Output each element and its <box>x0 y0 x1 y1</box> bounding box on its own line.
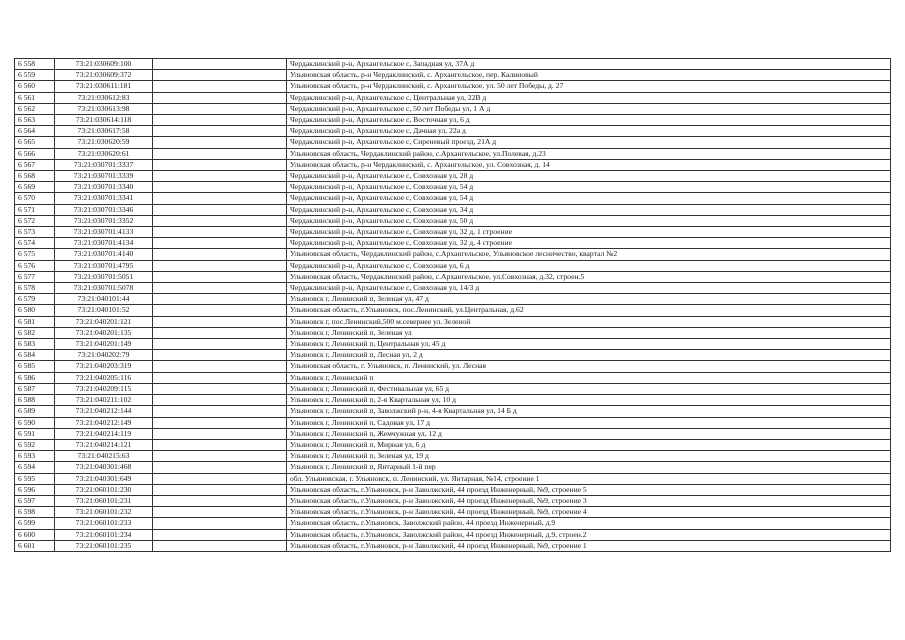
table-row <box>15 507 891 518</box>
address-cell: Чердаклинский р-н, Архангельское с, Западная ул, 37А д <box>287 59 891 70</box>
empty-cell <box>153 439 287 450</box>
table-row <box>15 350 891 361</box>
address-cell: Чердаклинский р-н, Архангельское с, Совхозная ул, 54 д <box>287 182 891 193</box>
registry-table <box>14 58 891 552</box>
table-row <box>15 327 891 338</box>
empty-cell <box>153 540 287 551</box>
cadastral-number-cell: 73:21:030701:3352 <box>55 215 153 226</box>
cadastral-number-cell: 73:21:030612:83 <box>55 92 153 103</box>
table-row <box>15 92 891 103</box>
cadastral-number-cell: 73:21:040101:44 <box>55 294 153 305</box>
row-number-cell: 6 589 <box>15 406 55 417</box>
empty-cell <box>153 372 287 383</box>
cadastral-number-cell: 73:21:040215:63 <box>55 451 153 462</box>
row-number-cell: 6 577 <box>15 271 55 282</box>
cadastral-number-cell: 73:21:030701:3340 <box>55 182 153 193</box>
empty-cell <box>153 417 287 428</box>
row-number-cell: 6 560 <box>15 81 55 92</box>
cadastral-number-cell: 73:21:060101:230 <box>55 484 153 495</box>
table-row <box>15 271 891 282</box>
table-row <box>15 383 891 394</box>
registry-sheet <box>14 58 890 552</box>
row-number-cell: 6 559 <box>15 70 55 81</box>
row-number-cell: 6 566 <box>15 148 55 159</box>
address-cell: Ульяновск г, Ленинский п, Жемчужная ул, 12 д <box>287 428 891 439</box>
table-row <box>15 439 891 450</box>
address-cell: Чердаклинский р-н, Архангельское с, Восточная ул, 6 д <box>287 115 891 126</box>
cadastral-number-cell: 73:21:040205:116 <box>55 372 153 383</box>
address-cell: Чердаклинский р-н, Архангельское с, Совхозная ул, 50 д <box>287 215 891 226</box>
row-number-cell: 6 569 <box>15 182 55 193</box>
row-number-cell: 6 568 <box>15 171 55 182</box>
row-number-cell: 6 564 <box>15 126 55 137</box>
empty-cell <box>153 294 287 305</box>
address-cell: Ульяновск г, Ленинский п, Зеленая ул, 19 д <box>287 451 891 462</box>
cadastral-number-cell: 73:21:040214:119 <box>55 428 153 439</box>
table-row <box>15 473 891 484</box>
cadastral-number-cell: 73:21:030701:3337 <box>55 159 153 170</box>
address-cell: Чердаклинский р-н, Архангельское с, 50 лет Победы ул, 1 А д <box>287 103 891 114</box>
address-cell: Чердаклинский р-н, Архангельское с, Центральная ул, 22В д <box>287 92 891 103</box>
cadastral-number-cell: 73:21:060101:232 <box>55 507 153 518</box>
table-row <box>15 182 891 193</box>
empty-cell <box>153 227 287 238</box>
table-row <box>15 227 891 238</box>
empty-cell <box>153 451 287 462</box>
address-cell: Ульяновск г, Ленинский п, Центральная ул, 45 д <box>287 339 891 350</box>
row-number-cell: 6 596 <box>15 484 55 495</box>
empty-cell <box>153 148 287 159</box>
row-number-cell: 6 594 <box>15 462 55 473</box>
cadastral-number-cell: 73:21:030701:3346 <box>55 204 153 215</box>
row-number-cell: 6 587 <box>15 383 55 394</box>
address-cell: Ульяновская область, г.Ульяновск, р-н Заволжский, 44 проезд Инженерный, №9, строение 1 <box>287 540 891 551</box>
cadastral-number-cell: 73:21:040201:135 <box>55 327 153 338</box>
address-cell: Ульяновская область, г.Ульяновск, Заволжский район, 44 проезд Инженерный, д.9, строен.2 <box>287 529 891 540</box>
row-number-cell: 6 592 <box>15 439 55 450</box>
table-row <box>15 148 891 159</box>
empty-cell <box>153 428 287 439</box>
address-cell: Ульяновск г, Ленинский п, Янтарный 1-й пер <box>287 462 891 473</box>
address-cell: Чердаклинский р-н, Архангельское с, Совхозная ул, 32 д, 1 строение <box>287 227 891 238</box>
empty-cell <box>153 260 287 271</box>
cadastral-number-cell: 73:21:030613:98 <box>55 103 153 114</box>
cadastral-number-cell: 73:21:030701:5078 <box>55 283 153 294</box>
row-number-cell: 6 575 <box>15 249 55 260</box>
row-number-cell: 6 590 <box>15 417 55 428</box>
address-cell: Ульяновская область, г.Ульяновск, р-н Заволжский, 44 проезд Инженерный, №9, строение 4 <box>287 507 891 518</box>
cadastral-number-cell: 73:21:030701:3341 <box>55 193 153 204</box>
cadastral-number-cell: 73:21:040211:102 <box>55 395 153 406</box>
address-cell: Ульяновск г, пос.Ленинский,500 м.севернее ул. Зеленой <box>287 316 891 327</box>
address-cell: Ульяновск г, Ленинский п, Мирная ул, 6 д <box>287 439 891 450</box>
row-number-cell: 6 595 <box>15 473 55 484</box>
address-cell: Ульяновская область, г. Ульяновск, п. Ленинский, ул. Лесная <box>287 361 891 372</box>
cadastral-number-cell: 73:21:040101:52 <box>55 305 153 316</box>
table-row <box>15 540 891 551</box>
cadastral-number-cell: 73:21:060101:234 <box>55 529 153 540</box>
empty-cell <box>153 327 287 338</box>
table-row <box>15 204 891 215</box>
table-row <box>15 115 891 126</box>
empty-cell <box>153 271 287 282</box>
empty-cell <box>153 81 287 92</box>
empty-cell <box>153 484 287 495</box>
empty-cell <box>153 473 287 484</box>
table-row <box>15 193 891 204</box>
address-cell: Ульяновская область, р-н Чердаклинский, с. Архангельское, пер. Калиновый <box>287 70 891 81</box>
table-row <box>15 103 891 114</box>
table-row <box>15 339 891 350</box>
row-number-cell: 6 578 <box>15 283 55 294</box>
address-cell: Чердаклинский р-н, Архангельское с, Совхозная ул, 54 д <box>287 193 891 204</box>
empty-cell <box>153 339 287 350</box>
cadastral-number-cell: 73:21:030611:181 <box>55 81 153 92</box>
address-cell: Чердаклинский р-н, Архангельское с, Совхозная ул, 28 д <box>287 171 891 182</box>
row-number-cell: 6 601 <box>15 540 55 551</box>
table-row <box>15 305 891 316</box>
table-row <box>15 529 891 540</box>
row-number-cell: 6 581 <box>15 316 55 327</box>
cadastral-number-cell: 73:21:040202:79 <box>55 350 153 361</box>
table-row <box>15 428 891 439</box>
empty-cell <box>153 305 287 316</box>
empty-cell <box>153 249 287 260</box>
table-row <box>15 70 891 81</box>
row-number-cell: 6 576 <box>15 260 55 271</box>
address-cell: Ульяновск г, Ленинский п <box>287 372 891 383</box>
address-cell: Ульяновск г, Ленинский п, Садовая ул, 17 д <box>287 417 891 428</box>
row-number-cell: 6 586 <box>15 372 55 383</box>
empty-cell <box>153 507 287 518</box>
address-cell: Ульяновская область, Чердаклинский район, с.Архангельское, ул.Полевая, д.23 <box>287 148 891 159</box>
table-row <box>15 361 891 372</box>
cadastral-number-cell: 73:21:040214:121 <box>55 439 153 450</box>
table-row <box>15 484 891 495</box>
empty-cell <box>153 126 287 137</box>
cadastral-number-cell: 73:21:030701:3339 <box>55 171 153 182</box>
address-cell: Ульяновск г, Ленинский п, Зеленая ул <box>287 327 891 338</box>
address-cell: Чердаклинский р-н, Архангельское с, Совхозная ул, 32 д, 4 строение <box>287 238 891 249</box>
table-row <box>15 316 891 327</box>
cadastral-number-cell: 73:21:040301:649 <box>55 473 153 484</box>
table-row <box>15 518 891 529</box>
address-cell: Ульяновск г, Ленинский п, Лесная ул, 2 д <box>287 350 891 361</box>
empty-cell <box>153 350 287 361</box>
cadastral-number-cell: 73:21:030701:4795 <box>55 260 153 271</box>
table-row <box>15 249 891 260</box>
table-row <box>15 171 891 182</box>
address-cell: Ульяновск г, Ленинский п, 2-я Квартальная ул, 10 д <box>287 395 891 406</box>
cadastral-number-cell: 73:21:040201:121 <box>55 316 153 327</box>
empty-cell <box>153 182 287 193</box>
row-number-cell: 6 570 <box>15 193 55 204</box>
row-number-cell: 6 588 <box>15 395 55 406</box>
row-number-cell: 6 574 <box>15 238 55 249</box>
address-cell: Ульяновская область, р-н Чердаклинский, с. Архангельское, ул. Совхозная, д. 14 <box>287 159 891 170</box>
row-number-cell: 6 580 <box>15 305 55 316</box>
table-row <box>15 59 891 70</box>
cadastral-number-cell: 73:21:030620:59 <box>55 137 153 148</box>
row-number-cell: 6 573 <box>15 227 55 238</box>
table-row <box>15 395 891 406</box>
cadastral-number-cell: 73:21:030609:100 <box>55 59 153 70</box>
address-cell: Ульяновск г, Ленинский п, Фестивальная ул, 65 д <box>287 383 891 394</box>
row-number-cell: 6 597 <box>15 495 55 506</box>
row-number-cell: 6 583 <box>15 339 55 350</box>
empty-cell <box>153 59 287 70</box>
address-cell: Ульяновская область, г.Ульяновск, р-н Заволжский, 44 проезд Инженерный, №9, строение 5 <box>287 484 891 495</box>
table-row <box>15 372 891 383</box>
cadastral-number-cell: 73:21:060101:233 <box>55 518 153 529</box>
table-row <box>15 238 891 249</box>
row-number-cell: 6 567 <box>15 159 55 170</box>
empty-cell <box>153 462 287 473</box>
row-number-cell: 6 591 <box>15 428 55 439</box>
address-cell: Чердаклинский р-н, Архангельское с, Сиреневый проезд, 21А д <box>287 137 891 148</box>
row-number-cell: 6 558 <box>15 59 55 70</box>
address-cell: Ульяновская область, р-н Чердаклинский, с. Архангельское, ул. 50 лет Победы, д. 27 <box>287 81 891 92</box>
table-row <box>15 451 891 462</box>
empty-cell <box>153 406 287 417</box>
table-row <box>15 260 891 271</box>
table-row <box>15 294 891 305</box>
empty-cell <box>153 171 287 182</box>
row-number-cell: 6 600 <box>15 529 55 540</box>
table-row <box>15 495 891 506</box>
row-number-cell: 6 585 <box>15 361 55 372</box>
cadastral-number-cell: 73:21:040212:144 <box>55 406 153 417</box>
cadastral-number-cell: 73:21:030609:372 <box>55 70 153 81</box>
address-cell: Ульяновская область, г.Ульяновск, р-н Заволжский, 44 проезд Инженерный, №9, строение 3 <box>287 495 891 506</box>
table-row <box>15 462 891 473</box>
cadastral-number-cell: 73:21:060101:231 <box>55 495 153 506</box>
empty-cell <box>153 316 287 327</box>
row-number-cell: 6 565 <box>15 137 55 148</box>
address-cell: Чердаклинский р-н, Архангельское с, Совхозная ул, 34 д <box>287 204 891 215</box>
table-row <box>15 137 891 148</box>
row-number-cell: 6 584 <box>15 350 55 361</box>
row-number-cell: 6 562 <box>15 103 55 114</box>
cadastral-number-cell: 73:21:030620:61 <box>55 148 153 159</box>
table-row <box>15 126 891 137</box>
empty-cell <box>153 204 287 215</box>
empty-cell <box>153 518 287 529</box>
empty-cell <box>153 383 287 394</box>
empty-cell <box>153 159 287 170</box>
row-number-cell: 6 572 <box>15 215 55 226</box>
empty-cell <box>153 92 287 103</box>
empty-cell <box>153 137 287 148</box>
cadastral-number-cell: 73:21:040203:319 <box>55 361 153 372</box>
cadastral-number-cell: 73:21:040301:468 <box>55 462 153 473</box>
address-cell: Чердаклинский р-н, Архангельское с, Дачная ул, 22а д <box>287 126 891 137</box>
address-cell: обл. Ульяновская, г. Ульяновск, п. Ленинский, ул. Янтарная, №14, строение 1 <box>287 473 891 484</box>
row-number-cell: 6 593 <box>15 451 55 462</box>
row-number-cell: 6 599 <box>15 518 55 529</box>
cadastral-number-cell: 73:21:040212:149 <box>55 417 153 428</box>
empty-cell <box>153 529 287 540</box>
table-row <box>15 283 891 294</box>
empty-cell <box>153 70 287 81</box>
empty-cell <box>153 361 287 372</box>
cadastral-number-cell: 73:21:040209:115 <box>55 383 153 394</box>
address-cell: Ульяновская область, г.Ульяновск, пос.Ленинский, ул.Центральная, д.62 <box>287 305 891 316</box>
table-row <box>15 406 891 417</box>
empty-cell <box>153 103 287 114</box>
table-row <box>15 215 891 226</box>
table-row <box>15 159 891 170</box>
cadastral-number-cell: 73:21:060101:235 <box>55 540 153 551</box>
empty-cell <box>153 238 287 249</box>
address-cell: Ульяновская область, г.Ульяновск, Заволжский район, 44 проезд Инженерный, д.9 <box>287 518 891 529</box>
row-number-cell: 6 598 <box>15 507 55 518</box>
cadastral-number-cell: 73:21:030617:58 <box>55 126 153 137</box>
row-number-cell: 6 563 <box>15 115 55 126</box>
row-number-cell: 6 579 <box>15 294 55 305</box>
cadastral-number-cell: 73:21:030701:4133 <box>55 227 153 238</box>
address-cell: Ульяновск г, Ленинский п, Заволжский р-н, 4-я Квартальная ул, 14 Б д <box>287 406 891 417</box>
empty-cell <box>153 193 287 204</box>
address-cell: Ульяновская область, Чердаклинский район, с.Архангельское, ул.Совхозная, д.32, строен.5 <box>287 271 891 282</box>
address-cell: Ульяновская область, Чердаклинский район, с.Архангельское, Ульяновское лесничество, квартал №2 <box>287 249 891 260</box>
address-cell: Чердаклинский р-н, Архангельское с, Совхозная ул, 6 д <box>287 260 891 271</box>
address-cell: Чердаклинский р-н, Архангельское с, Совхозная ул, 14/3 д <box>287 283 891 294</box>
address-cell: Ульяновск г, Ленинский п, Зеленая ул, 47 д <box>287 294 891 305</box>
cadastral-number-cell: 73:21:030701:5051 <box>55 271 153 282</box>
table-row <box>15 81 891 92</box>
empty-cell <box>153 215 287 226</box>
empty-cell <box>153 283 287 294</box>
row-number-cell: 6 561 <box>15 92 55 103</box>
empty-cell <box>153 495 287 506</box>
row-number-cell: 6 571 <box>15 204 55 215</box>
row-number-cell: 6 582 <box>15 327 55 338</box>
table-row <box>15 417 891 428</box>
cadastral-number-cell: 73:21:040201:149 <box>55 339 153 350</box>
registry-body <box>15 59 891 552</box>
cadastral-number-cell: 73:21:030614:118 <box>55 115 153 126</box>
empty-cell <box>153 395 287 406</box>
empty-cell <box>153 115 287 126</box>
cadastral-number-cell: 73:21:030701:4134 <box>55 238 153 249</box>
cadastral-number-cell: 73:21:030701:4140 <box>55 249 153 260</box>
